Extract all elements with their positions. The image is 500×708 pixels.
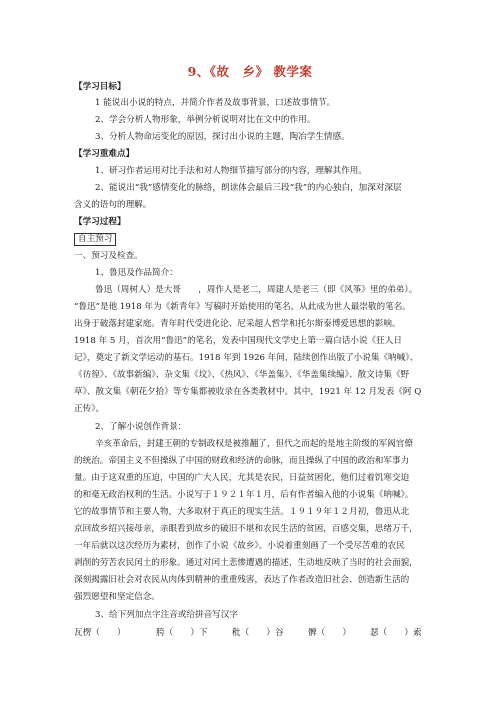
bio-line-4: 1918 年 5 月，首次用“鲁迅”的笔名，发表中国现代文学史上第一篇白话小说《狂人日 [74, 336, 402, 346]
goal-2: 2、学会分析人物形象，举例分析说明对比在文中的作用。 [95, 115, 316, 125]
key-point-2: 2、能说出“我”感情变化的脉络，朗读体会最后三段“我”的内心独白，加深对深层 [95, 183, 402, 193]
bg-line-1: 辛亥革命后，封建王朝的专制政权是被推翻了，但代之而起的是地主阶级的军阀官僚 [95, 439, 413, 449]
bio-line-8: 正传》。 [74, 404, 105, 414]
bio-line-3: 出身于破落封建家庭。青年时代受进化论、尼采超人哲学和托尔斯泰博爱思想的影响。 [74, 319, 401, 329]
bg-line-10: 强烈愿望和坚定信念。 [74, 592, 160, 602]
pinyin-item-2: 胯（ ）下 [156, 628, 208, 638]
bg-line-3: 量。由于这双重的压迫，中国的广大人民，尤其是农民，日益贫困化，他们过着饥寒交迫 [74, 473, 410, 483]
bio-line-1: 鲁迅（周树人）是大哥 ，周作人是老二，周建人是老三（即《风筝》里的弟弟）。 [95, 285, 418, 295]
bg-line-2: 的统治。帝国主义不但操纵了中国的财政和经济的命脉，而且操纵了中国的政治和军事力 [74, 456, 410, 466]
key-point-1: 1、研习作者运用对比手法和对人物细节描写部分的内容，理解其作用。 [95, 166, 367, 176]
bio-line-6: 《彷徨》、《故事新编》、杂文集《坟》、《热风》、《华盖集》、《华盖集续编》、散文诗集《野 [74, 370, 410, 380]
pinyin-item-4: 髀（ ） [308, 628, 351, 638]
step-1-3: 3、给下列加点字注音或给拼音写汉字 [95, 610, 238, 620]
self-study-label [74, 232, 430, 247]
bio-line-5: 记》，奠定了新文学运动的基石。1918 年到 1926 年间，陆续创作出版了小说集《呐喊》、 [74, 353, 419, 363]
pinyin-item-5: 瑟（ ）索 [370, 628, 422, 638]
bg-line-8: 剥削的劳苦农民闰土的形象。通过对闰土悲惨遭遇的描述，生动地反映了当时的社会面貌， [74, 558, 418, 568]
bg-line-9: 深刻揭露旧社会对农民从肉体到精神的重重残害，表达了作者改造旧社会、创造新生活的 [74, 575, 410, 585]
self-study-box: 自主预习 [74, 233, 116, 246]
bg-line-7: 一年后就以这次经历为素材，创作了小说《故乡》。小说着重刻画了一个受尽苦难的农民 [74, 541, 405, 551]
bg-line-6: 京回故乡绍兴接母亲，亲眼看到故乡的破旧不堪和农民生活的贫困，百感交集，思绪万千， [74, 524, 418, 534]
bio-line-7: 草》、散文集《朝花夕拾》等专集都被收录在各类教材中。其中，1921 年 12 月发表《阿 Q [74, 387, 422, 397]
step-1: 一、预习及检查。 [74, 251, 143, 261]
pinyin-item-3: 秕（ ）谷 [232, 628, 284, 638]
bg-line-4: 的和毫无政治权利的生活。小说写于１９２１年１月，后有作者编入他的小说集《呐喊》。 [74, 490, 414, 500]
page-title: 9、《故 乡》 教学案 [187, 64, 313, 79]
section-heading-process: 【学习过程】 [74, 217, 126, 227]
bg-line-5: 它的故事情节和主要人物，大多取材于真正的现实生活。１９１９年１２月初，鲁迅从北 [74, 507, 410, 517]
step-1-2: 2、了解小说创作背景： [95, 422, 187, 432]
section-heading-goals: 【学习目标】 [74, 82, 126, 92]
pinyin-item-1: 瓦楞（ ） [74, 628, 126, 638]
key-point-2-cont: 含义的语句的理解。 [74, 200, 152, 210]
bio-line-2: “鲁迅”是他 1918 年为《新青年》写稿时开始使用的笔名，从此成为世人最崇敬的笔名。 [74, 302, 411, 312]
goal-1: 1 能说出小说的特点，并简介作者及故事背景，口述故事情节。 [95, 98, 336, 108]
section-heading-keys: 【学习重难点】 [74, 149, 135, 159]
step-1-1: 1、鲁迅及作品简介： [95, 268, 178, 278]
goal-3: 3、分析人物命运变化的原因，探讨出小说的主题，陶冶学生情感。 [95, 132, 350, 142]
